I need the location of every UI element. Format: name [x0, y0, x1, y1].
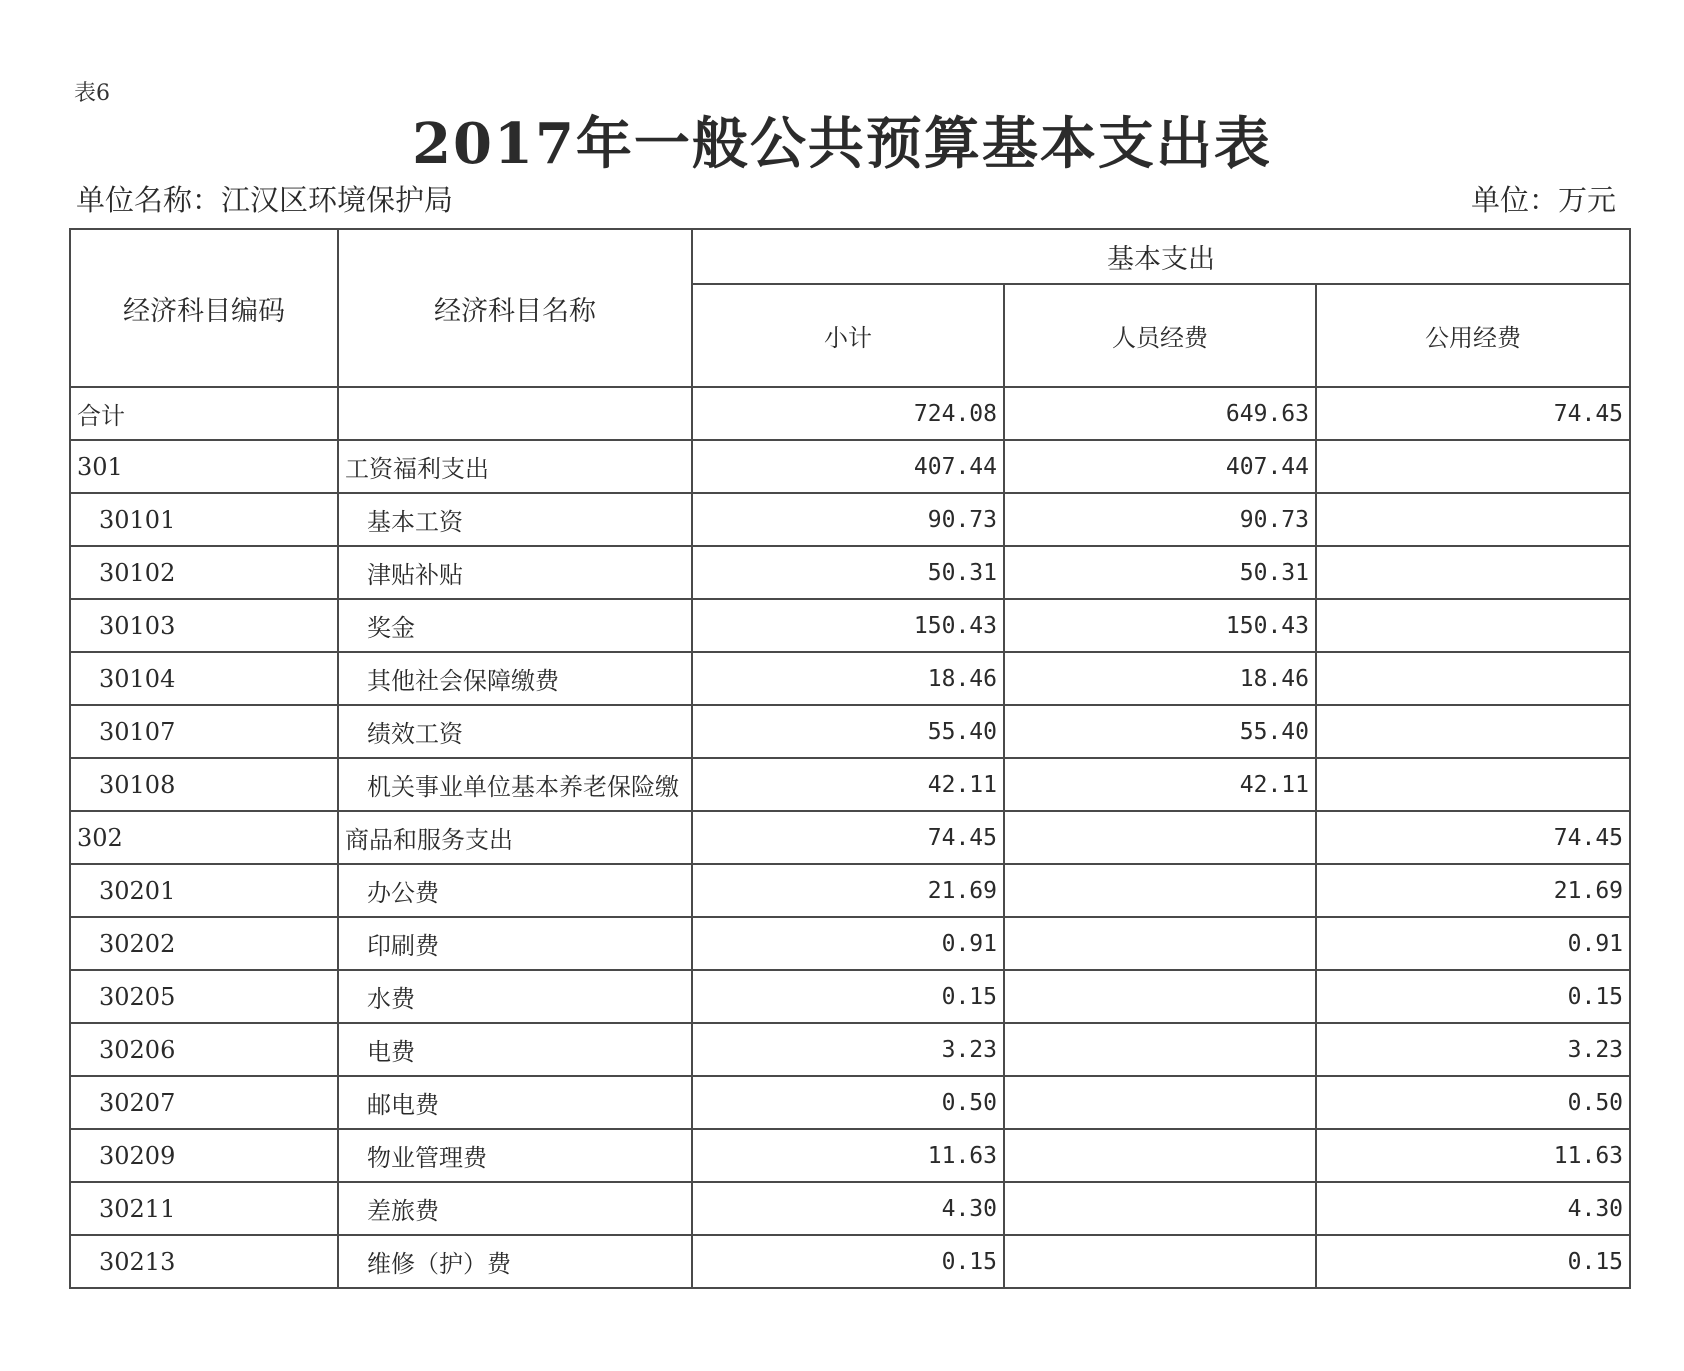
code-cell: 30103	[70, 599, 338, 652]
code-cell: 30104	[70, 652, 338, 705]
organization-info	[76, 178, 453, 219]
subtotal-cell: 0.15	[692, 1235, 1004, 1288]
name-cell	[338, 387, 692, 440]
organization-name: 江汉区环境保护局	[221, 183, 454, 217]
personnel-cell: 90.73	[1004, 493, 1316, 546]
personnel-cell: 649.63	[1004, 387, 1316, 440]
name-cell: 津贴补贴	[338, 546, 692, 599]
subtotal-cell: 0.50	[692, 1076, 1004, 1129]
subtotal-cell: 0.15	[692, 970, 1004, 1023]
header-basic-expenditure: 基本支出	[692, 229, 1630, 284]
subtotal-cell: 74.45	[692, 811, 1004, 864]
personnel-cell	[1004, 917, 1316, 970]
personnel-cell	[1004, 1076, 1316, 1129]
public-cell: 21.69	[1316, 864, 1630, 917]
budget-table	[69, 228, 1631, 1289]
subtotal-cell: 90.73	[692, 493, 1004, 546]
table-row	[70, 387, 1630, 440]
code-cell: 合计	[70, 387, 338, 440]
table-row	[70, 652, 1630, 705]
name-cell: 基本工资	[338, 493, 692, 546]
table-row	[70, 546, 1630, 599]
personnel-cell	[1004, 1129, 1316, 1182]
public-cell	[1316, 546, 1630, 599]
subtotal-cell: 11.63	[692, 1129, 1004, 1182]
subtotal-cell: 42.11	[692, 758, 1004, 811]
personnel-cell: 18.46	[1004, 652, 1316, 705]
code-cell: 302	[70, 811, 338, 864]
table-row	[70, 1129, 1630, 1182]
public-cell	[1316, 652, 1630, 705]
personnel-cell	[1004, 811, 1316, 864]
public-cell: 4.30	[1316, 1182, 1630, 1235]
name-cell: 商品和服务支出	[338, 811, 692, 864]
code-cell: 30213	[70, 1235, 338, 1288]
code-cell: 30201	[70, 864, 338, 917]
unit-label: 单位：	[1470, 183, 1558, 217]
public-cell	[1316, 599, 1630, 652]
public-cell: 0.15	[1316, 1235, 1630, 1288]
subtotal-cell: 724.08	[692, 387, 1004, 440]
personnel-cell	[1004, 1023, 1316, 1076]
public-cell: 74.45	[1316, 387, 1630, 440]
personnel-cell: 407.44	[1004, 440, 1316, 493]
code-cell: 30101	[70, 493, 338, 546]
code-cell: 301	[70, 440, 338, 493]
subtotal-cell: 150.43	[692, 599, 1004, 652]
personnel-cell: 55.40	[1004, 705, 1316, 758]
table-row	[70, 1076, 1630, 1129]
code-cell: 30209	[70, 1129, 338, 1182]
table-body	[70, 387, 1630, 1288]
name-cell: 机关事业单位基本养老保险缴	[338, 758, 692, 811]
public-cell	[1316, 705, 1630, 758]
personnel-cell	[1004, 1182, 1316, 1235]
code-cell: 30102	[70, 546, 338, 599]
header-code: 经济科目编码	[70, 229, 338, 387]
table-row	[70, 705, 1630, 758]
table-number: 表6	[74, 81, 110, 106]
personnel-cell	[1004, 864, 1316, 917]
name-cell: 奖金	[338, 599, 692, 652]
name-cell: 邮电费	[338, 1076, 692, 1129]
subtotal-cell: 4.30	[692, 1182, 1004, 1235]
subtotal-cell: 3.23	[692, 1023, 1004, 1076]
code-cell: 30107	[70, 705, 338, 758]
public-cell	[1316, 493, 1630, 546]
code-cell: 30211	[70, 1182, 338, 1235]
table-row	[70, 811, 1630, 864]
subtotal-cell: 0.91	[692, 917, 1004, 970]
table-row	[70, 1182, 1630, 1235]
header-personnel: 人员经费	[1004, 284, 1316, 387]
table-header	[70, 229, 1630, 387]
code-cell: 30207	[70, 1076, 338, 1129]
table-row	[70, 599, 1630, 652]
subtotal-cell: 50.31	[692, 546, 1004, 599]
name-cell: 差旅费	[338, 1182, 692, 1235]
name-cell: 水费	[338, 970, 692, 1023]
header-subtotal: 小计	[692, 284, 1004, 387]
code-cell: 30205	[70, 970, 338, 1023]
organization-label: 单位名称：	[76, 183, 222, 217]
public-cell	[1316, 758, 1630, 811]
personnel-cell: 42.11	[1004, 758, 1316, 811]
table-row	[70, 917, 1630, 970]
personnel-cell: 150.43	[1004, 599, 1316, 652]
subtotal-cell: 18.46	[692, 652, 1004, 705]
table-row	[70, 1235, 1630, 1288]
subtotal-cell: 407.44	[692, 440, 1004, 493]
personnel-cell: 50.31	[1004, 546, 1316, 599]
code-cell: 30206	[70, 1023, 338, 1076]
public-cell: 74.45	[1316, 811, 1630, 864]
public-cell	[1316, 440, 1630, 493]
public-cell: 0.15	[1316, 970, 1630, 1023]
subtotal-cell: 21.69	[692, 864, 1004, 917]
table-row	[70, 864, 1630, 917]
name-cell: 其他社会保障缴费	[338, 652, 692, 705]
header-public: 公用经费	[1316, 284, 1630, 387]
subtotal-cell: 55.40	[692, 705, 1004, 758]
name-cell: 工资福利支出	[338, 440, 692, 493]
name-cell: 电费	[338, 1023, 692, 1076]
name-cell: 维修（护）费	[338, 1235, 692, 1288]
public-cell: 0.91	[1316, 917, 1630, 970]
header-name: 经济科目名称	[338, 229, 692, 387]
name-cell: 物业管理费	[338, 1129, 692, 1182]
name-cell: 绩效工资	[338, 705, 692, 758]
unit-value: 万元	[1557, 183, 1616, 217]
table-row	[70, 758, 1630, 811]
name-cell: 印刷费	[338, 917, 692, 970]
public-cell: 0.50	[1316, 1076, 1630, 1129]
table-row	[70, 493, 1630, 546]
public-cell: 11.63	[1316, 1129, 1630, 1182]
table-row	[70, 440, 1630, 493]
personnel-cell	[1004, 1235, 1316, 1288]
document-title: 2017年一般公共预算基本支出表	[412, 111, 1272, 177]
table-row	[70, 970, 1630, 1023]
personnel-cell	[1004, 970, 1316, 1023]
name-cell: 办公费	[338, 864, 692, 917]
code-cell: 30108	[70, 758, 338, 811]
table-row	[70, 1023, 1630, 1076]
code-cell: 30202	[70, 917, 338, 970]
public-cell: 3.23	[1316, 1023, 1630, 1076]
unit-info	[1471, 178, 1616, 219]
